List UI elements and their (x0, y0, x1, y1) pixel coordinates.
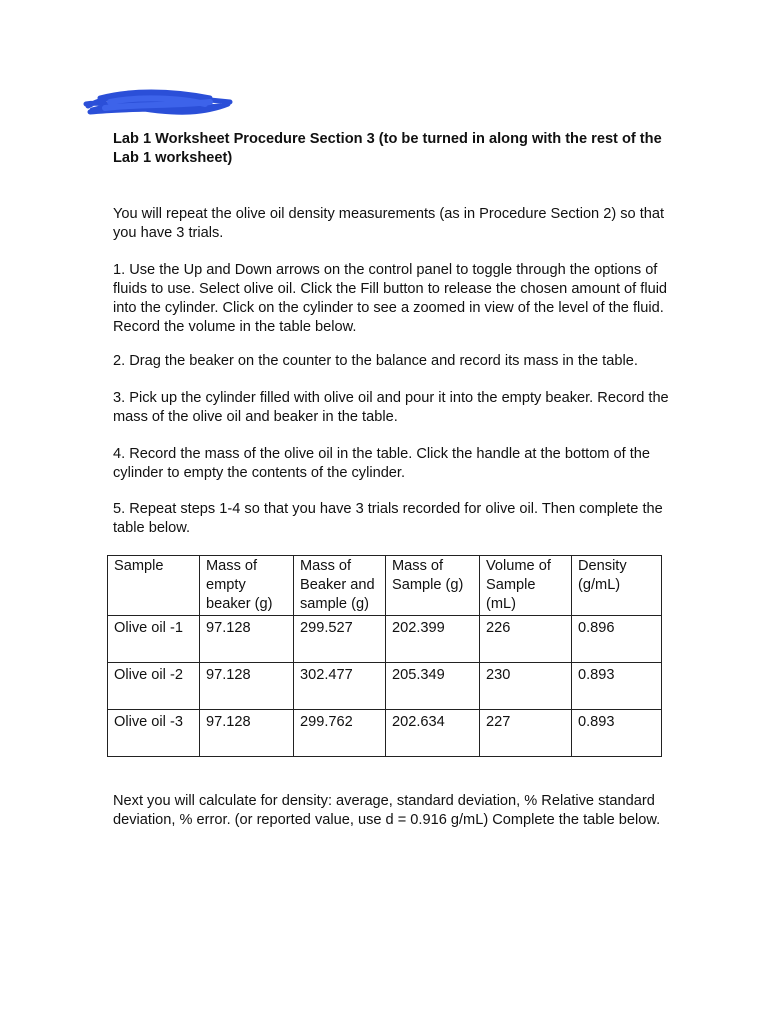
table-row (108, 616, 662, 663)
worksheet-title: Lab 1 Worksheet Procedure Section 3 (to be turned in along with the rest of the Lab 1 worksheet) (113, 131, 662, 166)
redaction-scribble (80, 84, 235, 120)
table-cell: 202.399 (386, 616, 480, 663)
step-2: 2. Drag the beaker on the counter to the balance and record its mass in the table. (113, 353, 638, 369)
header-sample: Sample (108, 556, 200, 616)
step-1: 1. Use the Up and Down arrows on the control panel to toggle through the options of fluids to use. Select olive oil. Click the Fill button to release the chosen amount of fluid into the cylinder. Click on the cylinder to see a zoomed in view of the level of the fluid. Record the volume in the table below. (113, 262, 668, 335)
table-cell: 97.128 (200, 710, 294, 757)
table-cell: Olive oil -3 (108, 710, 200, 757)
table-cell: 0.893 (572, 663, 662, 710)
step-4: 4. Record the mass of the olive oil in the table. Click the handle at the bottom of the cylinder to empty the contents of the cylinder. (113, 446, 651, 481)
step-5: 5. Repeat steps 1-4 so that you have 3 trials recorded for olive oil. Then complete the table below. (113, 501, 663, 536)
table-cell: Olive oil -2 (108, 663, 200, 710)
density-data-table (107, 555, 662, 757)
header-sample-mass: Mass of Sample (g) (386, 556, 480, 616)
header-density: Density (g/mL) (572, 556, 662, 616)
table-cell: 299.762 (294, 710, 386, 757)
table-cell: 0.896 (572, 616, 662, 663)
table-cell: 227 (480, 710, 572, 757)
step-3: 3. Pick up the cylinder filled with olive oil and pour it into the empty beaker. Record the mass of the olive oil and beaker in the table. (113, 390, 669, 425)
table-header-row (108, 556, 662, 616)
header-empty-beaker-mass: Mass of empty beaker (g) (200, 556, 294, 616)
closing-paragraph: Next you will calculate for density: average, standard deviation, % Relative standard deviation, % error. (or reported value, use d = 0.916 g/mL) Complete the table below. (113, 793, 661, 828)
table-cell: 230 (480, 663, 572, 710)
table-cell: 302.477 (294, 663, 386, 710)
table-cell: 202.634 (386, 710, 480, 757)
table-cell: 299.527 (294, 616, 386, 663)
table-cell: 97.128 (200, 616, 294, 663)
table-cell: 97.128 (200, 663, 294, 710)
table-cell: 0.893 (572, 710, 662, 757)
header-sample-volume: Volume of Sample (mL) (480, 556, 572, 616)
table-cell: 205.349 (386, 663, 480, 710)
intro-paragraph: You will repeat the olive oil density measurements (as in Procedure Section 2) so that you have 3 trials. (113, 206, 665, 241)
table-row (108, 710, 662, 757)
header-beaker-sample-mass: Mass of Beaker and sample (g) (294, 556, 386, 616)
table-cell: 226 (480, 616, 572, 663)
table-row (108, 663, 662, 710)
table-cell: Olive oil -1 (108, 616, 200, 663)
